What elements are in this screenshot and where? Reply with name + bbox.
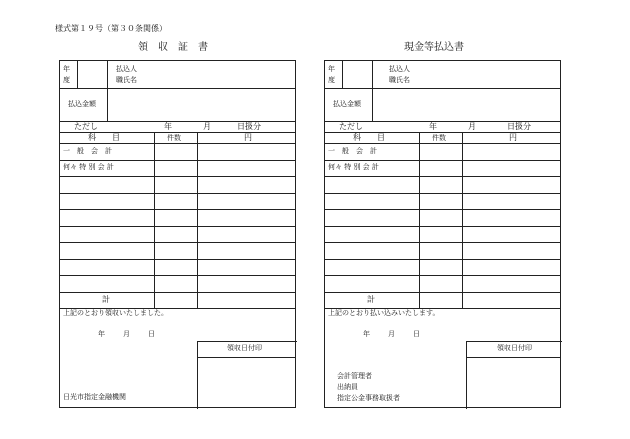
right-date-nen: 年 — [363, 330, 370, 338]
right-signer-2: 出納員 — [337, 383, 358, 391]
right-row-general: 一 般 会 計 — [328, 147, 377, 155]
right-tadashi: ただし — [339, 122, 363, 131]
left-title: 領 収 証 書 — [138, 42, 208, 53]
left-date-gatsu: 月 — [123, 330, 130, 338]
right-nen: 年 — [429, 122, 437, 131]
left-row-general: 一 般 会 計 — [63, 147, 112, 155]
right-title: 現金等払込書 — [404, 42, 464, 53]
right-year-label: 年 度 — [328, 65, 335, 84]
form-number: 様式第１９号（第３０条関係） — [55, 24, 167, 33]
right-gatsu: 月 — [468, 122, 476, 131]
right-signer-1: 会計管理者 — [337, 372, 372, 380]
right-payment-form — [324, 60, 561, 408]
left-col-item: 科 目 — [88, 133, 120, 142]
left-payer-label: 払込人 職氏名 — [116, 65, 137, 84]
right-stamp-label: 領収日付印 — [497, 344, 532, 352]
left-signer: 日光市指定金融機関 — [63, 393, 126, 401]
left-date-nen: 年 — [98, 330, 105, 338]
right-col-item: 科 目 — [353, 133, 385, 142]
left-date-nichi: 日 — [148, 330, 155, 338]
right-date-nichi: 日 — [413, 330, 420, 338]
right-payer-label: 払込人 職氏名 — [389, 65, 410, 84]
right-signer-3: 指定公金事務取扱者 — [337, 394, 400, 402]
right-nichi-bun: 日扱分 — [507, 122, 531, 131]
right-amount-label: 払込金額 — [333, 100, 361, 108]
left-nen: 年 — [164, 122, 172, 131]
left-row-special: 何々 特 別 会 計 — [63, 163, 114, 171]
left-col-count: 件数 — [167, 134, 181, 142]
left-total: 計 — [102, 295, 110, 304]
left-col-yen: 円 — [244, 133, 252, 142]
left-amount-label: 払込金額 — [68, 100, 96, 108]
left-receipt-form — [59, 60, 296, 408]
left-year-label: 年 度 — [63, 65, 70, 84]
left-statement: 上記のとおり領収いたしました。 — [63, 309, 168, 317]
right-row-special: 何々 特 別 会 計 — [328, 163, 379, 171]
right-total: 計 — [367, 295, 375, 304]
left-gatsu: 月 — [203, 122, 211, 131]
right-col-count: 件数 — [432, 134, 446, 142]
right-col-yen: 円 — [509, 133, 517, 142]
left-tadashi: ただし — [74, 122, 98, 131]
right-statement: 上記のとおり払い込みいたします。 — [328, 309, 440, 317]
left-nichi-bun: 日扱分 — [237, 122, 261, 131]
right-date-gatsu: 月 — [388, 330, 395, 338]
left-stamp-label: 領収日付印 — [227, 344, 262, 352]
